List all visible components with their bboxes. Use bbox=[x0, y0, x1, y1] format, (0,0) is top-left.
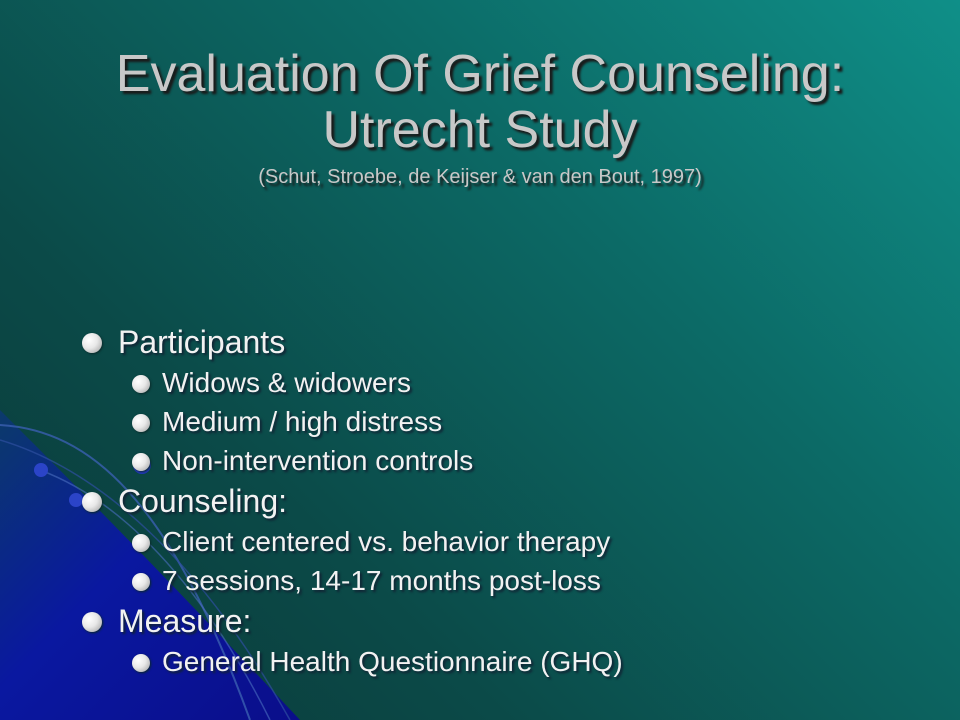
bullet-icon bbox=[82, 492, 102, 512]
bullet-icon bbox=[132, 654, 150, 672]
sub-bullet bbox=[132, 445, 623, 477]
sub-bullet bbox=[132, 406, 623, 438]
title-line-1: Evaluation Of Grief Counseling: bbox=[115, 45, 845, 103]
sub-bullet bbox=[132, 565, 623, 597]
sub-bullet bbox=[132, 526, 623, 558]
decorative-dot bbox=[69, 493, 83, 507]
bullet-icon bbox=[132, 375, 150, 393]
bullet-icon bbox=[132, 453, 150, 471]
bullet-counseling bbox=[82, 483, 623, 519]
sub-bullet-label: General Health Questionnaire (GHQ) bbox=[162, 646, 623, 677]
bullet-icon bbox=[82, 612, 102, 632]
sub-bullet-label: 7 sessions, 14-17 months post-loss bbox=[162, 565, 601, 596]
title-line-2: Utrecht Study bbox=[322, 101, 638, 159]
bullet-icon bbox=[132, 573, 150, 591]
bullet-label: Measure: bbox=[118, 603, 252, 639]
slide-title bbox=[20, 46, 940, 190]
decorative-dot bbox=[34, 463, 48, 477]
sub-bullet-label: Medium / high distress bbox=[162, 406, 443, 437]
bullet-list bbox=[82, 318, 623, 678]
sub-bullet-label: Non-intervention controls bbox=[162, 445, 474, 476]
bullet-measure bbox=[82, 603, 623, 639]
bullet-participants bbox=[82, 324, 623, 360]
bullet-icon bbox=[82, 333, 102, 353]
bullet-label: Counseling: bbox=[118, 483, 287, 519]
bullet-icon bbox=[132, 414, 150, 432]
sub-bullet-label: Widows & widowers bbox=[162, 367, 411, 398]
sub-bullet-label: Client centered vs. behavior therapy bbox=[162, 526, 611, 557]
bullet-icon bbox=[132, 534, 150, 552]
bullet-label: Participants bbox=[118, 324, 286, 360]
citation: (Schut, Stroebe, de Keijser & van den Bout, 1997) bbox=[258, 166, 702, 188]
sub-bullet bbox=[132, 367, 623, 399]
sub-bullet bbox=[132, 646, 623, 678]
